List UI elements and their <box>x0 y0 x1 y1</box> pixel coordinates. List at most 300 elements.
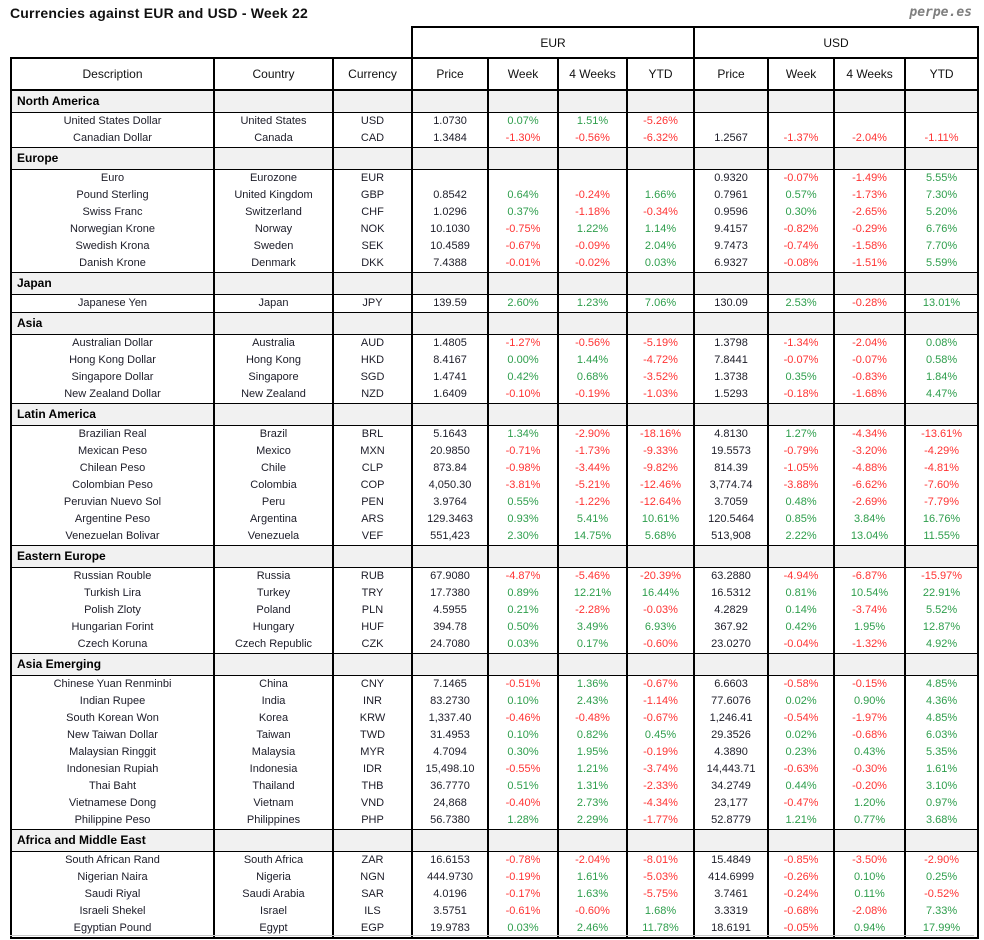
usd-week-cell: 0.02% <box>768 693 834 710</box>
eur-4weeks-cell: 1.36% <box>558 676 627 694</box>
eur-week-cell: 0.00% <box>488 352 558 369</box>
section-row <box>11 404 978 426</box>
eur-4weeks-cell: 1.95% <box>558 744 627 761</box>
usd-week-cell: -0.63% <box>768 761 834 778</box>
currency-cell: PHP <box>333 812 412 830</box>
eur-ytd-cell: 1.14% <box>627 221 694 238</box>
table-row <box>11 113 978 131</box>
eur-week-cell: -0.67% <box>488 238 558 255</box>
eur-ytd-cell: 1.68% <box>627 903 694 920</box>
currency-cell: TWD <box>333 727 412 744</box>
section-filler-cell <box>333 313 412 335</box>
usd-price-cell: 3.3319 <box>694 903 768 920</box>
usd-week-cell: -1.37% <box>768 130 834 148</box>
table-row <box>11 761 978 778</box>
section-filler-cell <box>834 546 905 568</box>
section-filler-cell <box>905 546 978 568</box>
country-cell: India <box>214 693 333 710</box>
usd-week-cell: 0.44% <box>768 778 834 795</box>
section-filler-cell <box>558 546 627 568</box>
currency-cell: SEK <box>333 238 412 255</box>
usd-ytd-cell: 4.47% <box>905 386 978 404</box>
section-filler-cell <box>905 654 978 676</box>
currency-cell: NGN <box>333 869 412 886</box>
usd-price-cell: 1.2567 <box>694 130 768 148</box>
eur-price-cell: 444.9730 <box>412 869 488 886</box>
description-cell: Chilean Peso <box>11 460 214 477</box>
country-cell: Malaysia <box>214 744 333 761</box>
table-row <box>11 812 978 830</box>
column-header-usd-price: Price <box>694 58 768 90</box>
usd-price-cell: 34.2749 <box>694 778 768 795</box>
usd-week-cell: -0.47% <box>768 795 834 812</box>
section-filler-cell <box>694 90 768 113</box>
eur-week-cell: 0.21% <box>488 602 558 619</box>
eur-ytd-cell: 11.78% <box>627 920 694 938</box>
eur-ytd-cell: -9.82% <box>627 460 694 477</box>
section-filler-cell <box>627 830 694 852</box>
currency-cell: DKK <box>333 255 412 273</box>
eur-price-cell: 1.3484 <box>412 130 488 148</box>
eur-week-cell: 1.34% <box>488 426 558 444</box>
usd-4weeks-cell: -1.49% <box>834 170 905 188</box>
table-row <box>11 187 978 204</box>
usd-4weeks-cell: -0.20% <box>834 778 905 795</box>
group-header-eur: EUR <box>412 27 694 58</box>
country-cell: Saudi Arabia <box>214 886 333 903</box>
eur-4weeks-cell: 2.46% <box>558 920 627 938</box>
usd-4weeks-cell: 3.84% <box>834 511 905 528</box>
table-body <box>11 90 978 938</box>
column-header-eur-ytd: YTD <box>627 58 694 90</box>
section-filler-cell <box>333 90 412 113</box>
currency-cell: SGD <box>333 369 412 386</box>
column-header-country: Country <box>214 58 333 90</box>
currency-cell: CNY <box>333 676 412 694</box>
country-cell: Russia <box>214 568 333 586</box>
usd-price-cell: 7.8441 <box>694 352 768 369</box>
usd-4weeks-cell: 0.77% <box>834 812 905 830</box>
eur-4weeks-cell: 1.31% <box>558 778 627 795</box>
eur-week-cell: -0.71% <box>488 443 558 460</box>
eur-price-cell: 83.2730 <box>412 693 488 710</box>
eur-price-cell: 3.9764 <box>412 494 488 511</box>
eur-price-cell: 67.9080 <box>412 568 488 586</box>
usd-price-cell <box>694 113 768 131</box>
currency-cell: IDR <box>333 761 412 778</box>
usd-price-cell: 16.5312 <box>694 585 768 602</box>
usd-week-cell: -0.79% <box>768 443 834 460</box>
section-filler-cell <box>834 830 905 852</box>
section-filler-cell <box>627 654 694 676</box>
table-row <box>11 693 978 710</box>
section-row <box>11 313 978 335</box>
section-filler-cell <box>694 404 768 426</box>
country-cell: Venezuela <box>214 528 333 546</box>
description-cell: Hungarian Forint <box>11 619 214 636</box>
description-cell: South African Rand <box>11 852 214 870</box>
eur-ytd-cell: -1.14% <box>627 693 694 710</box>
description-cell: Egyptian Pound <box>11 920 214 938</box>
currency-cell: SAR <box>333 886 412 903</box>
table-row <box>11 460 978 477</box>
usd-4weeks-cell: -3.20% <box>834 443 905 460</box>
bottom-divider <box>10 935 974 936</box>
table-row <box>11 886 978 903</box>
country-cell: Vietnam <box>214 795 333 812</box>
table-row <box>11 295 978 313</box>
usd-4weeks-cell: 13.04% <box>834 528 905 546</box>
section-title: Europe <box>11 148 214 170</box>
usd-price-cell: 4.3890 <box>694 744 768 761</box>
country-cell: New Zealand <box>214 386 333 404</box>
country-cell: Indonesia <box>214 761 333 778</box>
usd-price-cell: 130.09 <box>694 295 768 313</box>
section-filler-cell <box>333 830 412 852</box>
eur-price-cell: 3.5751 <box>412 903 488 920</box>
eur-ytd-cell <box>627 170 694 188</box>
eur-4weeks-cell: 1.51% <box>558 113 627 131</box>
description-cell: Mexican Peso <box>11 443 214 460</box>
currency-cell: RUB <box>333 568 412 586</box>
section-filler-cell <box>694 313 768 335</box>
usd-price-cell: 3,774.74 <box>694 477 768 494</box>
eur-price-cell: 24,868 <box>412 795 488 812</box>
section-filler-cell <box>768 654 834 676</box>
section-filler-cell <box>412 313 488 335</box>
eur-price-cell: 0.8542 <box>412 187 488 204</box>
eur-4weeks-cell: 5.41% <box>558 511 627 528</box>
usd-ytd-cell: 7.33% <box>905 903 978 920</box>
eur-week-cell: 0.89% <box>488 585 558 602</box>
usd-price-cell: 23,177 <box>694 795 768 812</box>
eur-week-cell: -0.55% <box>488 761 558 778</box>
currency-cell: KRW <box>333 710 412 727</box>
column-header-usd-week: Week <box>768 58 834 90</box>
usd-week-cell: -0.18% <box>768 386 834 404</box>
usd-price-cell: 9.4157 <box>694 221 768 238</box>
section-filler-cell <box>214 90 333 113</box>
eur-4weeks-cell: -0.09% <box>558 238 627 255</box>
section-filler-cell <box>558 830 627 852</box>
eur-week-cell: 2.60% <box>488 295 558 313</box>
description-cell: South Korean Won <box>11 710 214 727</box>
eur-ytd-cell: -1.03% <box>627 386 694 404</box>
eur-ytd-cell: -4.72% <box>627 352 694 369</box>
usd-ytd-cell: 3.68% <box>905 812 978 830</box>
description-cell: Saudi Riyal <box>11 886 214 903</box>
usd-price-cell: 367.92 <box>694 619 768 636</box>
usd-week-cell: 0.14% <box>768 602 834 619</box>
section-title: North America <box>11 90 214 113</box>
usd-ytd-cell: -4.29% <box>905 443 978 460</box>
description-cell: Turkish Lira <box>11 585 214 602</box>
section-row <box>11 148 978 170</box>
country-cell: Singapore <box>214 369 333 386</box>
country-cell: Poland <box>214 602 333 619</box>
eur-4weeks-cell: -5.46% <box>558 568 627 586</box>
usd-4weeks-cell: 1.20% <box>834 795 905 812</box>
eur-price-cell: 56.7380 <box>412 812 488 830</box>
usd-ytd-cell: 17.99% <box>905 920 978 938</box>
country-cell: United States <box>214 113 333 131</box>
eur-week-cell: 0.37% <box>488 204 558 221</box>
usd-4weeks-cell: -0.29% <box>834 221 905 238</box>
currency-cell: NZD <box>333 386 412 404</box>
section-filler-cell <box>333 148 412 170</box>
country-cell: Japan <box>214 295 333 313</box>
usd-week-cell: -0.07% <box>768 170 834 188</box>
description-cell: Singapore Dollar <box>11 369 214 386</box>
usd-4weeks-cell: -1.58% <box>834 238 905 255</box>
usd-week-cell: -0.85% <box>768 852 834 870</box>
eur-week-cell: -0.75% <box>488 221 558 238</box>
usd-4weeks-cell: -2.04% <box>834 335 905 353</box>
eur-ytd-cell: -0.67% <box>627 676 694 694</box>
usd-price-cell: 1.3798 <box>694 335 768 353</box>
usd-price-cell: 63.2880 <box>694 568 768 586</box>
section-filler-cell <box>214 148 333 170</box>
eur-ytd-cell: 10.61% <box>627 511 694 528</box>
usd-4weeks-cell: -0.15% <box>834 676 905 694</box>
usd-4weeks-cell: -4.34% <box>834 426 905 444</box>
usd-week-cell: 0.57% <box>768 187 834 204</box>
eur-price-cell: 7.1465 <box>412 676 488 694</box>
usd-ytd-cell: 3.10% <box>905 778 978 795</box>
section-filler-cell <box>627 273 694 295</box>
section-filler-cell <box>694 830 768 852</box>
usd-4weeks-cell: -1.68% <box>834 386 905 404</box>
section-filler-cell <box>214 546 333 568</box>
section-filler-cell <box>694 546 768 568</box>
table-row <box>11 585 978 602</box>
eur-price-cell: 1.4805 <box>412 335 488 353</box>
section-filler-cell <box>412 90 488 113</box>
usd-week-cell: 0.30% <box>768 204 834 221</box>
country-cell: Egypt <box>214 920 333 938</box>
section-filler-cell <box>412 273 488 295</box>
table-row <box>11 238 978 255</box>
section-filler-cell <box>905 148 978 170</box>
eur-ytd-cell: 1.66% <box>627 187 694 204</box>
currency-cell: BRL <box>333 426 412 444</box>
eur-week-cell: 0.03% <box>488 636 558 654</box>
description-cell: Brazilian Real <box>11 426 214 444</box>
eur-price-cell: 551,423 <box>412 528 488 546</box>
section-row <box>11 273 978 295</box>
section-filler-cell <box>558 90 627 113</box>
eur-4weeks-cell: 0.82% <box>558 727 627 744</box>
country-cell: Taiwan <box>214 727 333 744</box>
usd-ytd-cell: -2.90% <box>905 852 978 870</box>
eur-week-cell: 0.55% <box>488 494 558 511</box>
section-filler-cell <box>768 830 834 852</box>
country-cell: Mexico <box>214 443 333 460</box>
usd-price-cell: 120.5464 <box>694 511 768 528</box>
eur-4weeks-cell: 1.63% <box>558 886 627 903</box>
section-filler-cell <box>834 148 905 170</box>
section-filler-cell <box>488 148 558 170</box>
section-filler-cell <box>333 404 412 426</box>
usd-price-cell: 0.7961 <box>694 187 768 204</box>
currency-cell: CZK <box>333 636 412 654</box>
usd-week-cell <box>768 113 834 131</box>
usd-4weeks-cell: -0.07% <box>834 352 905 369</box>
country-cell: Turkey <box>214 585 333 602</box>
description-cell: Canadian Dollar <box>11 130 214 148</box>
eur-4weeks-cell: 12.21% <box>558 585 627 602</box>
eur-4weeks-cell: 3.49% <box>558 619 627 636</box>
eur-price-cell: 15,498.10 <box>412 761 488 778</box>
usd-4weeks-cell: -0.30% <box>834 761 905 778</box>
eur-4weeks-cell: -2.28% <box>558 602 627 619</box>
usd-ytd-cell: 12.87% <box>905 619 978 636</box>
description-cell: Indian Rupee <box>11 693 214 710</box>
usd-ytd-cell: 4.92% <box>905 636 978 654</box>
usd-4weeks-cell: 0.94% <box>834 920 905 938</box>
section-filler-cell <box>488 313 558 335</box>
eur-ytd-cell: 16.44% <box>627 585 694 602</box>
description-cell: Australian Dollar <box>11 335 214 353</box>
column-header-usd-4weeks: 4 Weeks <box>834 58 905 90</box>
usd-4weeks-cell: -3.74% <box>834 602 905 619</box>
section-filler-cell <box>834 90 905 113</box>
section-filler-cell <box>905 90 978 113</box>
eur-price-cell: 16.6153 <box>412 852 488 870</box>
section-title: Eastern Europe <box>11 546 214 568</box>
usd-ytd-cell: -4.81% <box>905 460 978 477</box>
description-cell: United States Dollar <box>11 113 214 131</box>
eur-ytd-cell: -3.52% <box>627 369 694 386</box>
usd-ytd-cell: 5.20% <box>905 204 978 221</box>
country-cell: Australia <box>214 335 333 353</box>
eur-week-cell: -0.19% <box>488 869 558 886</box>
eur-price-cell: 1,337.40 <box>412 710 488 727</box>
usd-week-cell: -4.94% <box>768 568 834 586</box>
eur-4weeks-cell: 1.61% <box>558 869 627 886</box>
eur-4weeks-cell: 0.68% <box>558 369 627 386</box>
usd-ytd-cell: 7.30% <box>905 187 978 204</box>
table-row <box>11 204 978 221</box>
table-row <box>11 676 978 694</box>
eur-4weeks-cell: -0.48% <box>558 710 627 727</box>
eur-week-cell: -0.40% <box>488 795 558 812</box>
eur-price-cell <box>412 170 488 188</box>
section-filler-cell <box>768 313 834 335</box>
country-cell: Argentina <box>214 511 333 528</box>
usd-price-cell: 513,908 <box>694 528 768 546</box>
eur-ytd-cell: -1.77% <box>627 812 694 830</box>
eur-4weeks-cell: -3.44% <box>558 460 627 477</box>
country-cell: China <box>214 676 333 694</box>
eur-week-cell: 0.07% <box>488 113 558 131</box>
usd-4weeks-cell: -3.50% <box>834 852 905 870</box>
description-cell: Swedish Krona <box>11 238 214 255</box>
eur-4weeks-cell: -0.60% <box>558 903 627 920</box>
group-header-row <box>11 27 978 58</box>
section-row <box>11 546 978 568</box>
eur-week-cell: 0.64% <box>488 187 558 204</box>
usd-4weeks-cell: -1.32% <box>834 636 905 654</box>
description-cell: Malaysian Ringgit <box>11 744 214 761</box>
eur-price-cell: 4.0196 <box>412 886 488 903</box>
table-row <box>11 443 978 460</box>
table-row <box>11 795 978 812</box>
currency-cell: JPY <box>333 295 412 313</box>
table-row <box>11 602 978 619</box>
usd-ytd-cell: 13.01% <box>905 295 978 313</box>
group-header-spacer <box>11 27 412 58</box>
table-row <box>11 636 978 654</box>
currency-cell: GBP <box>333 187 412 204</box>
section-filler-cell <box>834 404 905 426</box>
usd-4weeks-cell: -1.51% <box>834 255 905 273</box>
section-filler-cell <box>905 830 978 852</box>
usd-price-cell: 3.7461 <box>694 886 768 903</box>
eur-price-cell: 10.1030 <box>412 221 488 238</box>
section-title: Asia <box>11 313 214 335</box>
country-cell: Norway <box>214 221 333 238</box>
usd-week-cell: 0.85% <box>768 511 834 528</box>
usd-price-cell: 0.9320 <box>694 170 768 188</box>
usd-ytd-cell: -0.52% <box>905 886 978 903</box>
eur-ytd-cell: -12.64% <box>627 494 694 511</box>
eur-price-cell: 1.0730 <box>412 113 488 131</box>
usd-4weeks-cell: -0.68% <box>834 727 905 744</box>
currency-cell: INR <box>333 693 412 710</box>
eur-week-cell: -0.78% <box>488 852 558 870</box>
usd-price-cell: 1.3738 <box>694 369 768 386</box>
usd-ytd-cell: -13.61% <box>905 426 978 444</box>
currency-cell: CAD <box>333 130 412 148</box>
usd-ytd-cell: 5.52% <box>905 602 978 619</box>
usd-ytd-cell: 5.55% <box>905 170 978 188</box>
eur-ytd-cell: -3.74% <box>627 761 694 778</box>
usd-ytd-cell: 1.61% <box>905 761 978 778</box>
table-row <box>11 903 978 920</box>
section-filler-cell <box>768 546 834 568</box>
usd-week-cell: -1.34% <box>768 335 834 353</box>
section-filler-cell <box>488 830 558 852</box>
description-cell: Swiss Franc <box>11 204 214 221</box>
usd-ytd-cell: -7.79% <box>905 494 978 511</box>
eur-4weeks-cell: -5.21% <box>558 477 627 494</box>
table-row <box>11 426 978 444</box>
table-row <box>11 221 978 238</box>
eur-price-cell: 17.7380 <box>412 585 488 602</box>
country-cell: Canada <box>214 130 333 148</box>
country-cell: Colombia <box>214 477 333 494</box>
section-filler-cell <box>412 404 488 426</box>
eur-4weeks-cell: -1.73% <box>558 443 627 460</box>
country-cell: Switzerland <box>214 204 333 221</box>
usd-4weeks-cell: -2.65% <box>834 204 905 221</box>
eur-ytd-cell: 6.93% <box>627 619 694 636</box>
usd-ytd-cell: 5.59% <box>905 255 978 273</box>
table-row <box>11 710 978 727</box>
eur-week-cell: 0.03% <box>488 920 558 938</box>
table-row <box>11 369 978 386</box>
eur-price-cell: 4.5955 <box>412 602 488 619</box>
usd-4weeks-cell: 1.95% <box>834 619 905 636</box>
usd-week-cell: 0.35% <box>768 369 834 386</box>
table-row <box>11 727 978 744</box>
eur-price-cell: 5.1643 <box>412 426 488 444</box>
table-row <box>11 170 978 188</box>
eur-ytd-cell: -0.60% <box>627 636 694 654</box>
currency-cell: MXN <box>333 443 412 460</box>
usd-4weeks-cell: -2.69% <box>834 494 905 511</box>
